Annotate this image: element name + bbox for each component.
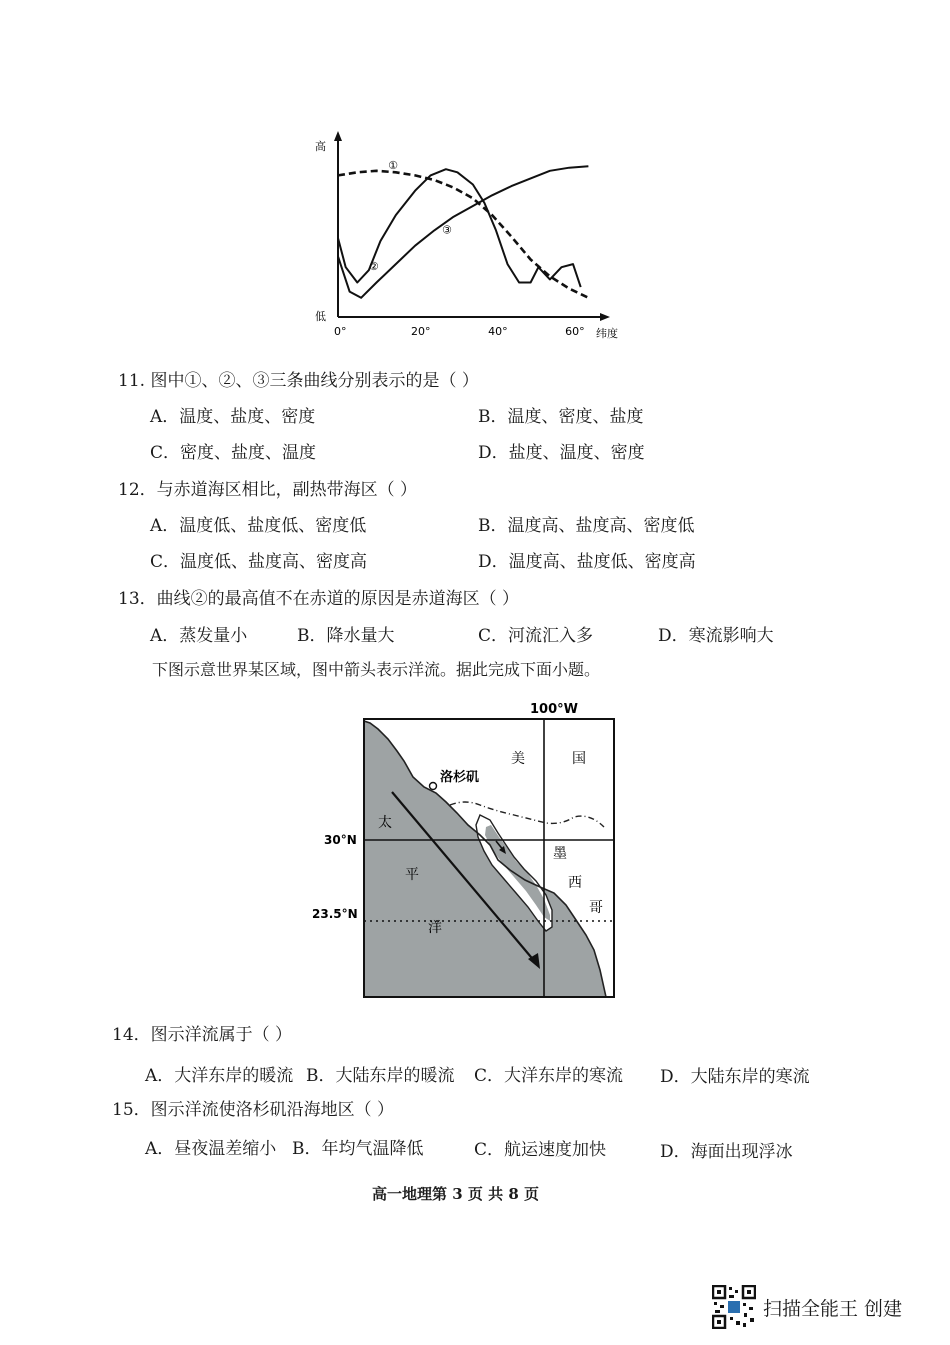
- question-15-option-c: C．航运速度加快: [474, 1140, 607, 1160]
- question-14-stem: 14．图示洋流属于（ ）: [112, 1025, 293, 1045]
- latitude-label-30n: 30°N: [324, 833, 357, 847]
- ocean-label-2: 平: [405, 867, 419, 883]
- mexico-label-2: 西: [568, 875, 582, 891]
- los-angeles-label: 洛杉矶: [440, 770, 480, 785]
- longitude-label-100w: 100°W: [530, 702, 578, 717]
- question-13-option-b: B．降水量大: [297, 626, 395, 646]
- watermark-text: 扫描全能王 创建: [763, 1298, 903, 1320]
- usa-label-1: 美: [511, 751, 525, 767]
- question-15-option-a: A．昼夜温差缩小: [145, 1139, 277, 1159]
- question-15-stem: 15．图示洋流使洛杉矶沿海地区（ ）: [112, 1100, 395, 1120]
- y-label-high: 高: [315, 140, 326, 153]
- question-14-option-b: B．大陆东岸的暖流: [306, 1066, 455, 1086]
- x-axis-arrow: [600, 313, 610, 321]
- question-11-option-d: D．盐度、温度、密度: [478, 443, 645, 463]
- latitude-label-23-5n: 23.5°N: [312, 907, 358, 921]
- question-12-option-b: B．温度高、盐度高、密度低: [478, 516, 695, 536]
- series-label-1: ①: [388, 159, 398, 173]
- question-13-option-c: C．河流汇入多: [478, 626, 594, 646]
- question-14-option-d: D．大陆东岸的寒流: [660, 1067, 810, 1087]
- x-tick-label: 0°: [334, 325, 347, 338]
- x-tick-label: 60°: [565, 325, 585, 338]
- question-14-option-c: C．大洋东岸的寒流: [474, 1066, 624, 1086]
- question-13-stem: 13．曲线②的最高值不在赤道的原因是赤道海区（ ）: [118, 589, 520, 609]
- question-15-option-b: B．年均气温降低: [292, 1139, 424, 1159]
- ocean-label-1: 太: [378, 815, 392, 831]
- series-label-2: ②: [368, 260, 379, 274]
- usa-label-2: 国: [572, 751, 586, 767]
- latitude-curves-chart: [300, 125, 630, 345]
- ocean-label-3: 洋: [428, 920, 442, 936]
- question-15-option-d: D．海面出现浮冰: [660, 1142, 793, 1162]
- question-11-option-a: A．温度、盐度、密度: [150, 407, 316, 427]
- question-11-option-c: C．密度、盐度、温度: [150, 443, 317, 463]
- y-axis-arrow: [334, 131, 342, 141]
- region-map: [300, 695, 630, 1005]
- x-tick-label: 40°: [488, 325, 508, 338]
- map-intro-text: 下图示意世界某区域，图中箭头表示洋流。据此完成下面小题。: [152, 660, 601, 679]
- series-label-3: ③: [442, 223, 452, 237]
- question-12-stem: 12．与赤道海区相比，副热带海区（ ）: [118, 480, 418, 500]
- page-footer: 高一地理第 3 页 共 8 页: [372, 1185, 539, 1203]
- x-label: 纬度: [596, 327, 618, 340]
- mexico-label-1: 墨: [553, 846, 567, 862]
- question-13-option-d: D．寒流影响大: [658, 626, 774, 646]
- question-11-stem: 11. 图中①、②、③三条曲线分别表示的是（ ）: [118, 371, 479, 391]
- los-angeles-marker: [430, 783, 437, 790]
- question-14-option-a: A．大洋东岸的暖流: [145, 1066, 294, 1086]
- qr-code-icon: [712, 1285, 756, 1329]
- question-13-option-a: A．蒸发量小: [150, 626, 248, 646]
- y-label-low: 低: [315, 310, 326, 323]
- mexico-label-3: 哥: [589, 900, 603, 916]
- question-12-option-c: C．温度低、盐度高、密度高: [150, 552, 368, 572]
- x-tick-label: 20°: [411, 325, 431, 338]
- question-12-option-a: A．温度低、盐度低、密度低: [150, 516, 367, 536]
- question-12-option-d: D．温度高、盐度低、密度高: [478, 552, 696, 572]
- question-11-option-b: B．温度、密度、盐度: [478, 407, 644, 427]
